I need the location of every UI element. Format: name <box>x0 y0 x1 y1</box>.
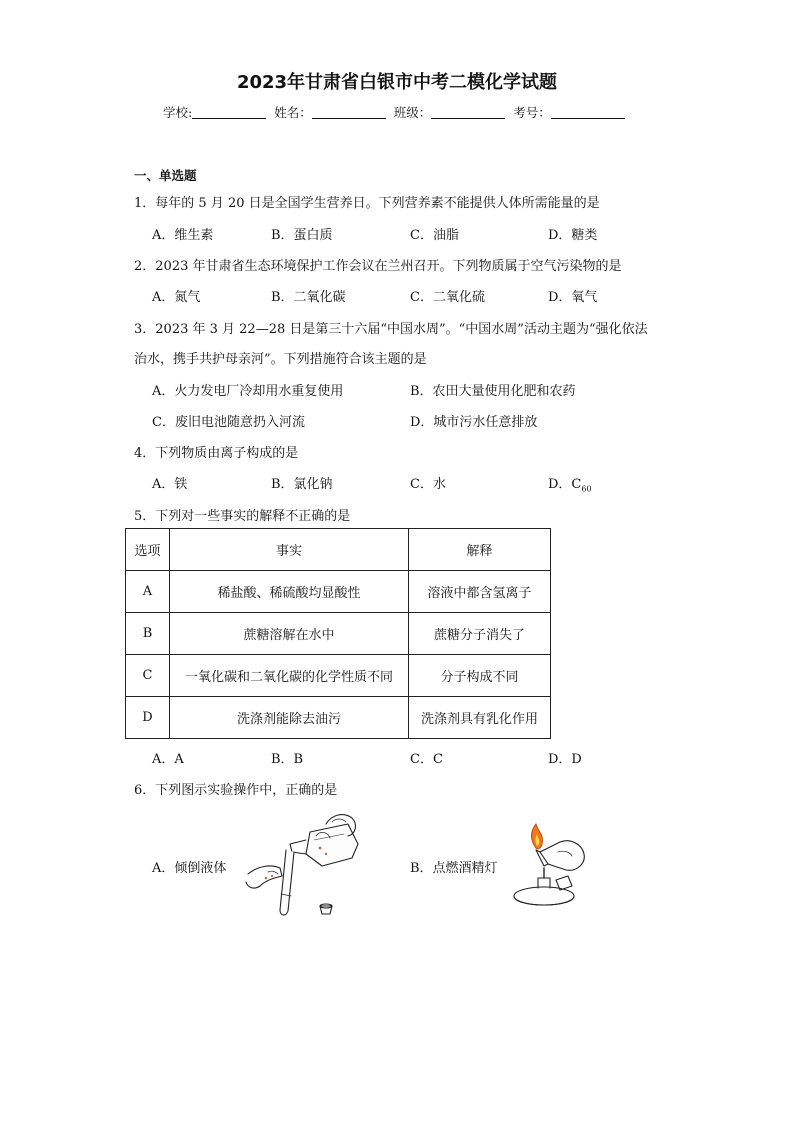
row-fact: 一氧化碳和二氧化碳的化学性质不同 <box>170 655 409 697</box>
q4-option-c[interactable]: C．水 <box>410 477 446 492</box>
row-explanation: 洗涤剂具有乳化作用 <box>409 697 551 739</box>
q6-option-a[interactable]: A．倾倒液体 <box>152 861 227 876</box>
q4-option-b[interactable]: B．氯化钠 <box>271 477 333 492</box>
row-explanation: 分子构成不同 <box>409 655 551 697</box>
table-row <box>126 571 551 613</box>
student-info-line <box>163 103 629 121</box>
section-heading: 一、单选题 <box>134 168 197 183</box>
number-label: 考号： <box>513 105 551 120</box>
table-row <box>126 655 551 697</box>
q1-option-b[interactable]: B．蛋白质 <box>271 228 333 243</box>
q3-option-b[interactable]: B．农田大量使用化肥和农药 <box>410 384 576 399</box>
table-header-row <box>126 529 551 571</box>
row-option: A <box>126 571 170 613</box>
header-fact: 事实 <box>170 529 409 571</box>
q4-option-d-text: D．C <box>548 477 582 492</box>
row-explanation: 蔗糖分子消失了 <box>409 613 551 655</box>
row-fact: 稀盐酸、稀硫酸均显酸性 <box>170 571 409 613</box>
question-6: 6．下列图示实验操作中，正确的是 <box>134 783 338 798</box>
q2-option-c[interactable]: C．二氧化硫 <box>410 290 485 305</box>
q1-option-a[interactable]: A．维生素 <box>152 228 214 243</box>
q6-option-b[interactable]: B．点燃酒精灯 <box>410 861 498 876</box>
row-option: D <box>126 697 170 739</box>
name-blank[interactable] <box>312 106 386 119</box>
school-blank[interactable] <box>192 106 266 119</box>
class-blank[interactable] <box>431 106 505 119</box>
q4-option-d-subscript: 60 <box>581 484 592 494</box>
question-5: 5．下列对一些事实的解释不正确的是 <box>134 509 351 524</box>
q2-option-a[interactable]: A．氮气 <box>152 290 201 305</box>
q4-option-a[interactable]: A．铁 <box>152 477 188 492</box>
header-explanation: 解释 <box>409 529 551 571</box>
q5-option-a[interactable]: A．A <box>152 752 184 767</box>
q3-option-c[interactable]: C．废旧电池随意扔入河流 <box>152 415 305 430</box>
q3-option-a[interactable]: A．火力发电厂冷却用水重复使用 <box>152 384 344 399</box>
row-explanation: 溶液中都含氢离子 <box>409 571 551 613</box>
class-label: 班级： <box>393 105 432 120</box>
table-row <box>126 613 551 655</box>
q5-option-d[interactable]: D．D <box>548 752 582 767</box>
page-title: 2023年甘肃省白银市中考二模化学试题 <box>236 72 558 93</box>
row-fact: 洗涤剂能除去油污 <box>170 697 409 739</box>
header-option: 选项 <box>126 529 170 571</box>
q5-option-c[interactable]: C．C <box>410 752 443 767</box>
q4-option-d[interactable] <box>548 473 592 494</box>
q2-option-b[interactable]: B．二氧化碳 <box>271 290 346 305</box>
q2-option-d[interactable]: D．氧气 <box>548 290 598 305</box>
q1-option-c[interactable]: C．油脂 <box>410 228 459 243</box>
q5-option-b[interactable]: B．B <box>271 752 304 767</box>
pouring-liquid-illustration <box>240 810 370 920</box>
row-fact: 蔗糖溶解在水中 <box>170 613 409 655</box>
row-option: B <box>126 613 170 655</box>
q1-option-d[interactable]: D．糖类 <box>548 228 598 243</box>
question-2: 2．2023 年甘肃省生态环境保护工作会议在兰州召开。下列物质属于空气污染物的是 <box>134 259 622 274</box>
alcohol-lamp-illustration <box>500 818 590 918</box>
school-label: 学校: <box>163 105 193 120</box>
facts-table <box>125 528 551 739</box>
question-1: 1．每年的 5 月 20 日是全国学生营养日。下列营养素不能提供人体所需能量的是 <box>134 196 600 211</box>
name-label: 姓名： <box>274 105 312 120</box>
q3-option-d[interactable]: D．城市污水任意排放 <box>410 415 538 430</box>
table-row <box>126 697 551 739</box>
question-4: 4．下列物质由离子构成的是 <box>134 446 299 461</box>
number-blank[interactable] <box>551 106 625 119</box>
question-3-line-1: 3．2023 年 3 月 22—28 日是第三十六届“中国水周”。“中国水周”活动主题为“强化依法 <box>134 322 648 337</box>
question-3-line-2: 治水，携手共护母亲河”。下列措施符合该主题的是 <box>134 352 427 367</box>
row-option: C <box>126 655 170 697</box>
